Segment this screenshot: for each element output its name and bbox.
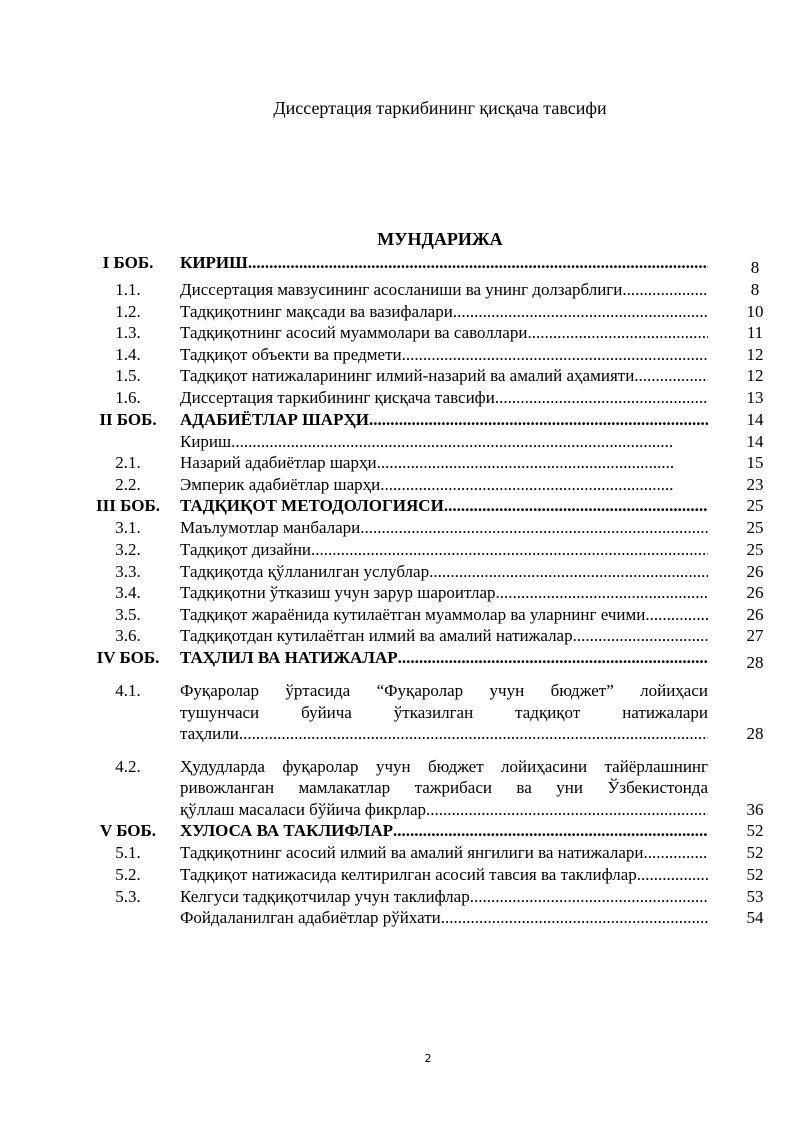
page-number: 10: [746, 301, 764, 321]
dot-leader: [311, 539, 708, 561]
item-number: 1.5.: [115, 366, 141, 386]
toc-chapter[interactable]: [0, 647, 800, 672]
toc-chapter[interactable]: [0, 252, 800, 277]
toc-item[interactable]: [0, 431, 800, 453]
toc-chapter[interactable]: [0, 495, 800, 517]
dot-leader: [622, 279, 708, 301]
item-title: Тадқиқотнинг мақсади ва вазифалари: [180, 301, 453, 321]
dot-leader: [231, 431, 674, 453]
dot-leader: [239, 723, 708, 745]
page-number: 23: [746, 474, 764, 494]
dot-leader: [369, 409, 708, 431]
dot-leader: [645, 604, 708, 626]
dot-leader: [429, 561, 708, 583]
page-header-title: Диссертация таркибининг қисқача тавсифи: [273, 98, 607, 118]
toc-item[interactable]: [0, 452, 800, 474]
chapter-title: ТАҲЛИЛ ВА НАТИЖАЛАР: [180, 647, 398, 667]
item-title: Келгуси тадқиқотчилар учун таклифлар: [180, 886, 470, 906]
chapter-number: II БОБ.: [99, 409, 157, 429]
page-number: 54: [746, 908, 764, 928]
item-title-line: ривожланган мамлакатлар тажрибаси ва уни Ўзбекистонда: [180, 778, 708, 798]
dot-leader: [573, 625, 708, 647]
dot-leader: [426, 799, 708, 821]
item-title: Тадқиқотда қўлланилган услублар: [180, 561, 430, 581]
dot-leader: [360, 517, 708, 539]
item-number: 3.6.: [115, 626, 141, 646]
chapter-number: III БОБ.: [96, 496, 160, 516]
toc-item[interactable]: [0, 517, 800, 539]
item-title: Назарий адабиётлар шарҳи: [180, 453, 377, 473]
item-title: Тадқиқот натижаларининг илмий-назарий ва амалий аҳамияти: [180, 366, 635, 386]
page-number: 26: [746, 604, 764, 624]
page-number: 14: [746, 409, 764, 429]
chapter-number: I БОБ.: [102, 253, 154, 272]
page-number: 26: [746, 561, 764, 581]
toc-item[interactable]: [0, 886, 800, 908]
dot-leader: [402, 344, 708, 366]
item-title: Тадқиқотдан кутилаётган илмий ва амалий натижалар: [180, 626, 573, 646]
toc-item[interactable]: [0, 756, 800, 821]
item-title-line: Фуқаролар ўртасида “Фуқаролар учун бюджет” лойиҳаси: [180, 680, 708, 700]
chapter-title: ХУЛОСА ВА ТАКЛИФЛАР: [180, 821, 393, 841]
dot-leader: [380, 474, 674, 496]
toc-item[interactable]: [0, 864, 800, 886]
toc-item[interactable]: [0, 344, 800, 366]
item-title: Тадқиқот дизайни: [180, 539, 312, 559]
page-number: 28: [746, 724, 764, 744]
item-number: 3.1.: [115, 518, 141, 538]
page-number: 27: [746, 626, 764, 646]
item-title: Тадқиқот натижасида келтирилган асосий тавсия ва таклифлар: [180, 865, 637, 885]
page-number: 26: [746, 583, 764, 603]
chapter-number: V БОБ.: [99, 821, 157, 841]
toc-chapter[interactable]: [0, 409, 800, 431]
page-number: 11: [746, 323, 764, 343]
toc-item[interactable]: [0, 582, 800, 604]
page-number: 53: [746, 886, 764, 906]
dot-leader: [453, 301, 708, 323]
item-number: 1.4.: [115, 344, 141, 364]
item-title: Фойдаланилган адабиётлар рўйхати: [180, 908, 441, 928]
item-number: 5.3.: [115, 886, 141, 906]
item-number: 5.1.: [115, 843, 141, 863]
item-title: Тадқиқотнинг асосий илмий ва амалий янгилиги ва натижалари: [180, 843, 644, 863]
page-number: 15: [746, 453, 764, 473]
dot-leader: [248, 252, 708, 274]
toc-item[interactable]: [0, 387, 800, 409]
toc-item[interactable]: [0, 680, 800, 745]
item-title: Эмперик адабиётлар шарҳи: [180, 474, 381, 494]
page-number: 12: [746, 344, 764, 364]
toc-item[interactable]: [0, 842, 800, 864]
toc-item[interactable]: [0, 474, 800, 496]
item-title-line: Ҳудудларда фуқаролар учун бюджет лойиҳасини тайёрлашнинг: [180, 756, 708, 776]
chapter-number: IV БОБ.: [96, 647, 160, 667]
item-number: 3.2.: [115, 539, 141, 559]
item-number: 3.4.: [115, 583, 141, 603]
chapter-title: КИРИШ: [180, 253, 248, 272]
toc-item[interactable]: [0, 625, 800, 647]
page-number: 14: [746, 431, 764, 451]
toc-chapter[interactable]: [0, 820, 800, 842]
item-number: 1.2.: [115, 301, 141, 321]
page-number: 12: [746, 366, 764, 386]
dot-leader: [470, 886, 708, 908]
toc-item[interactable]: [0, 907, 800, 929]
page-number: 36: [746, 799, 764, 819]
page-number: 8: [750, 258, 760, 277]
page-number: 25: [746, 496, 764, 516]
toc-item[interactable]: [0, 279, 800, 301]
item-title: Маълумотлар манбалари: [180, 518, 361, 538]
item-title: Тадқиқот объекти ва предмети: [180, 344, 402, 364]
page-number: 52: [746, 843, 764, 863]
item-number: 2.2.: [115, 474, 141, 494]
item-title: Диссертация таркибининг қисқача тавсифи: [180, 387, 495, 407]
item-title-line: таҳлили: [180, 724, 239, 744]
item-title: Кириш: [180, 431, 232, 451]
item-title: Тадқиқот жараёнида кутилаётган муаммолар ва уларнинг ечими: [180, 604, 646, 624]
item-title-line: қўллаш масаласи бўйича фикрлар: [180, 799, 427, 819]
item-title: Диссертация мавзусининг асосланиши ва унинг долзарблиги: [180, 280, 623, 299]
dot-leader: [527, 322, 708, 344]
chapter-title: ТАДҚИҚОТ МЕТОДОЛОГИЯСИ: [180, 496, 444, 516]
dot-leader: [441, 907, 708, 929]
item-number: 1.6.: [115, 387, 141, 407]
item-number: 3.5.: [115, 604, 141, 624]
dot-leader: [634, 365, 708, 387]
page-number: 52: [746, 821, 764, 841]
toc-item[interactable]: [0, 539, 800, 561]
page-number: 25: [746, 539, 764, 559]
item-title-line: тушунчаси буйича ўтказилган тадқиқот натижалари: [180, 702, 708, 722]
toc-title: МУНДАРИЖА: [377, 229, 503, 249]
page-number: 13: [746, 387, 764, 407]
dot-leader: [495, 387, 708, 409]
toc-item[interactable]: [0, 604, 800, 626]
item-number: 3.3.: [115, 561, 141, 581]
item-number: 5.2.: [115, 865, 141, 885]
dot-leader: [637, 864, 708, 886]
page-number: 25: [746, 518, 764, 538]
footer-page-number: 2: [424, 1052, 432, 1065]
page-number: 8: [750, 280, 760, 299]
item-title: Тадқиқотнинг асосий муаммолари ва саволлари: [180, 323, 528, 343]
dot-leader: [444, 495, 708, 517]
item-number: 1.1.: [115, 280, 141, 299]
page-number: 52: [746, 865, 764, 885]
toc-item[interactable]: [0, 301, 800, 323]
toc-item[interactable]: [0, 561, 800, 583]
dot-leader: [377, 452, 674, 474]
toc-item[interactable]: [0, 322, 800, 344]
toc-item[interactable]: [0, 365, 800, 387]
item-title: Тадқиқотни ўтказиш учун зарур шароитлар: [180, 583, 496, 603]
dot-leader: [393, 820, 708, 842]
item-number: 2.1.: [115, 453, 141, 473]
chapter-title: АДАБИЁТЛАР ШАРҲИ: [180, 409, 369, 429]
item-number: 4.2.: [115, 756, 141, 776]
table-of-contents: [0, 252, 800, 929]
dot-leader: [398, 647, 708, 669]
item-number: 4.1.: [115, 680, 141, 700]
item-number: 1.3.: [115, 323, 141, 343]
dot-leader: [496, 582, 708, 604]
dot-leader: [643, 842, 708, 864]
page-number: 28: [746, 652, 764, 672]
